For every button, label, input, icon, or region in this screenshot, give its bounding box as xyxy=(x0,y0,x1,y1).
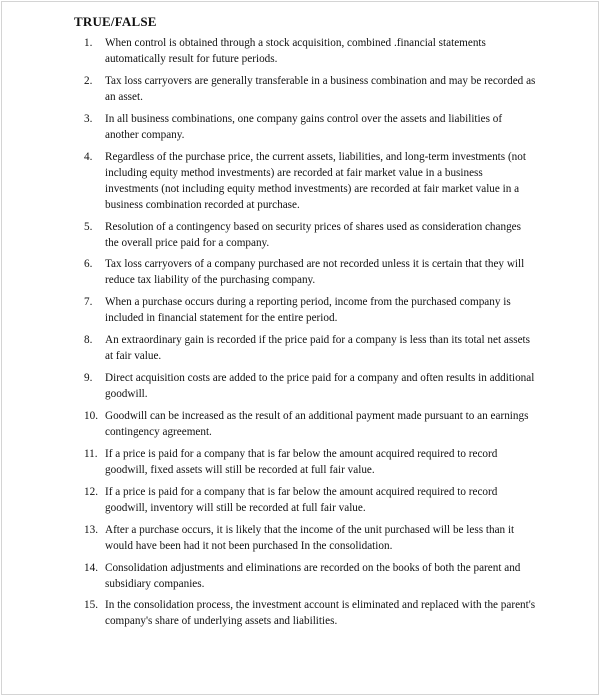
question-text: Direct acquisition costs are added to the price paid for a company and often results in additional goodwill. xyxy=(105,372,535,401)
question-number: 3. xyxy=(84,112,93,125)
question-item xyxy=(84,408,536,440)
question-item xyxy=(84,35,536,67)
question-list xyxy=(84,35,536,635)
question-number: 14. xyxy=(84,561,98,574)
question-number: 6. xyxy=(84,258,93,271)
question-number: 2. xyxy=(84,74,93,87)
question-number: 13. xyxy=(84,523,98,536)
document-page xyxy=(1,1,599,695)
question-text: In the consolidation process, the investment account is eliminated and replaced with the parent's company's share of underlying assets and liabilities. xyxy=(105,599,536,628)
question-item xyxy=(84,73,536,105)
question-item xyxy=(84,484,536,516)
question-text: Tax loss carryovers of a company purchased are not recorded unless it is certain that they will reduce tax liability of the purchasing company. xyxy=(105,258,525,287)
question-number: 11. xyxy=(84,447,98,460)
question-item xyxy=(84,149,536,213)
question-text: After a purchase occurs, it is likely that the income of the unit purchased will be less than it would have been had it not been purchased In the consolidation. xyxy=(105,523,515,552)
question-item xyxy=(84,111,536,143)
question-number: 5. xyxy=(84,220,93,233)
question-number: 9. xyxy=(84,372,93,385)
question-item xyxy=(84,294,536,326)
question-number: 4. xyxy=(84,150,93,163)
question-text: If a price is paid for a company that is far below the amount acquired required to record goodwill, inventory will still be recorded at full fair value. xyxy=(105,485,498,514)
question-text: In all business combinations, one company gains control over the assets and liabilities of another company. xyxy=(105,112,503,141)
question-number: 15. xyxy=(84,599,98,612)
question-number: 1. xyxy=(84,37,93,49)
question-item xyxy=(84,332,536,364)
question-number: 7. xyxy=(84,296,93,309)
question-text: When a purchase occurs during a reporting period, income from the purchased company is included in financial statement for the entire period. xyxy=(105,296,511,325)
question-item xyxy=(84,219,536,251)
question-item xyxy=(84,522,536,554)
question-text: Goodwill can be increased as the result of an additional payment made pursuant to an earnings contingency agreement. xyxy=(105,410,529,439)
question-text: An extraordinary gain is recorded if the price paid for a company is less than its total net assets at fair value. xyxy=(105,334,530,363)
question-text: Resolution of a contingency based on security prices of shares used as consideration changes the overall price paid for a company. xyxy=(105,220,521,249)
question-item xyxy=(84,597,536,629)
question-item xyxy=(84,446,536,478)
question-number: 8. xyxy=(84,334,93,347)
question-text: Consolidation adjustments and eliminations are recorded on the books of both the parent and subsidiary companies. xyxy=(105,561,521,590)
question-text: If a price is paid for a company that is far below the amount acquired required to record goodwill, fixed assets will still be recorded at full fair value. xyxy=(105,447,498,476)
question-item xyxy=(84,560,536,592)
question-text: Regardless of the purchase price, the current assets, liabilities, and long-term investments (not including equity method investments) are recorded at fair market value in a business investments (not including equity method investments) are recorded at fair market value in a business combination recorded at purchase. xyxy=(105,150,526,211)
question-text: When control is obtained through a stock acquisition, combined .financial statements automatically result for future periods. xyxy=(105,37,486,65)
question-number: 10. xyxy=(84,410,98,423)
question-number: 12. xyxy=(84,485,98,498)
question-text: Tax loss carryovers are generally transferable in a business combination and may be recorded as an asset. xyxy=(105,74,536,103)
section-heading: TRUE/FALSE xyxy=(74,14,157,29)
question-item xyxy=(84,370,536,402)
question-item xyxy=(84,256,536,288)
